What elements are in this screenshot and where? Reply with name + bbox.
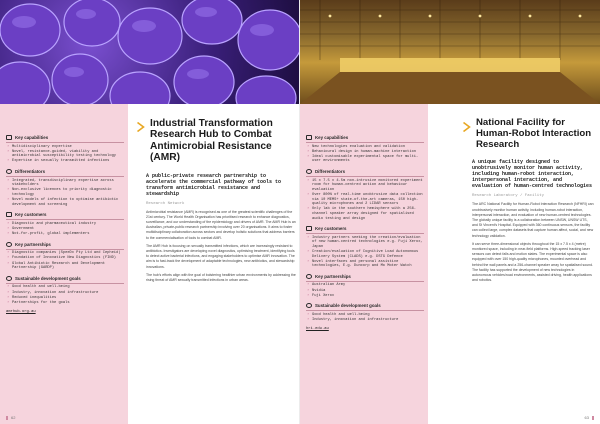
section-key-capabilities [306, 135, 424, 164]
body-text [146, 210, 296, 284]
list-item: › Ideal customisable experimental space for multi-user environments [306, 155, 424, 164]
list-item: › Government [6, 227, 124, 232]
list-item: › Nvidia [306, 289, 424, 294]
bullet-list [6, 251, 124, 271]
bullet-list [306, 145, 424, 165]
capabilities-icon [6, 135, 12, 140]
lead-paragraph: A public-private research partnership to accelerate the commercial pathway of tools to transform antimicrobial resistance and stewardship [146, 172, 282, 197]
list-item: › Australian Army [306, 283, 424, 288]
section-key-customers [306, 226, 424, 269]
section-key-partnerships [306, 274, 424, 298]
list-item: › Behavioural design in human-machine interaction [306, 150, 424, 155]
chevron-right-icon [136, 122, 145, 132]
page-title: National Facility for Human-Robot Interaction Research [476, 117, 592, 150]
list-item: › Industry partners seeking the creation/evaluation of new human-centred technologies e.g. Fuji Xerox, Japan [306, 236, 424, 250]
section-differentiators [6, 169, 124, 207]
divider [6, 142, 124, 143]
network-label: Research Laboratory / Facility [472, 194, 545, 199]
bullet-list [6, 179, 124, 208]
network-label: Research Network [146, 201, 185, 206]
list-item: › Integrated, transdisciplinary expertise across stakeholders [6, 179, 124, 188]
customers-icon [306, 226, 312, 231]
page-marker-icon [592, 416, 594, 420]
differentiators-icon [306, 169, 312, 174]
body-paragraph: The hub's efforts align with the goal of bolstering healthier urban environments by addressing the rising threat of AMR sexually transmitted infections in urban areas. [146, 272, 296, 283]
list-item: › Industry, innovation and infrastructure [306, 318, 424, 323]
body-paragraph: It can serve three-dimensional objects throughout the 15 x 7.5 x 4 (metre) monitored space, including in near-field platforms. High-speed tracking laser sensors can detect falls and motion states. The experimental space is also equipped with over 150 high-quality microphones, mounted overhead and behind the wall panels and a 256-channel speaker array for spatialised sound. The facility has supported the development of new technologies in autonomous vehicles/road environments, assisted driving, health applications and robotics. [472, 241, 594, 283]
section-sdgs [6, 276, 124, 306]
customers-icon [6, 212, 12, 217]
body-paragraph: The ARC National Facility for Human-Robot Interaction Research (NFHRI) can unobtrusively monitor human activity, including human-robot interaction, interpersonal interaction, and evaluation of new human-centred technologies. The globally unique facility is a collaboration between UNSW, UNSW UTS, and St Vincent's Hospital. Equipped with 360 continuous sensors, the facility can collect large, complex datasets that capture human affect, social, and new technology validation. [472, 202, 594, 238]
bullet-list [306, 283, 424, 298]
divider [306, 176, 424, 177]
bullet-list [6, 145, 124, 165]
list-item: › Good health and well-being [306, 313, 424, 318]
section-title: Key capabilities [15, 135, 49, 140]
left-main-content [136, 118, 296, 286]
globe-icon [6, 276, 12, 281]
list-item: › Novel, resistance-guided, viability and antimicrobial susceptibility testing technology [6, 150, 124, 159]
list-item: › Novel interfaces and personal assistive technologies, E.g. Duncorp and Mo Moter Watch [306, 260, 424, 269]
left-sidebar [6, 130, 124, 314]
page-marker-icon [6, 416, 8, 420]
right-page [300, 0, 600, 424]
list-item: › Only lab in the southern hemisphere with a 256-channel speaker array designed for spatialised audio testing and design [306, 207, 424, 221]
section-title: Differentiators [315, 169, 346, 175]
list-item: › Over 800% of real-time unobtrusive data collection via 10 MEMS+ state-of-the-art cameras, 150 high-quality microphones and 2 LIDAR sensors [306, 193, 424, 207]
partnerships-icon [6, 242, 12, 247]
bullet-list [6, 222, 124, 237]
section-key-customers [6, 212, 124, 236]
section-title: Differentiators [15, 169, 46, 175]
list-item: › Partnerships for the goals [6, 301, 124, 306]
list-item: › 15 x 7.5 x 4.5m non-intrusive monitored experiment room for human-centred action and behaviour evaluation [306, 179, 424, 193]
list-item: › Good health and well-being [6, 285, 124, 290]
partnerships-icon [306, 274, 312, 279]
divider [306, 281, 424, 282]
body-paragraph: Antimicrobial resistance (AMR) is recognised as one of the greatest scientific challenges of the 21st century. The World Health Organisation has prioritised research to enhance diagnostics, surveillance, and our understanding of the epidemiology and drivers of AMR. The AMR Hub is an Australian, private-public research partnership involving over 20 organisations. It aims to foster multidisciplinary collaboration across sectors and develop holistic solutions that address barriers to the commercialisation of tools to combat AMR. [146, 209, 296, 240]
lead-paragraph: A unique facility designed to unobtrusively monitor human activity, including human-robot interaction, interpersonal interaction, and evaluation of human-centred technologies [472, 159, 593, 190]
website-link[interactable]: amrhub.org.au [6, 309, 36, 314]
section-key-capabilities [6, 135, 124, 164]
divider [6, 283, 124, 284]
list-item: › Creation/evaluation of Cognitive Load Autonomous Delivery System (CLADS) e.g. DSTG Defence [306, 250, 424, 259]
list-item: › Novel models of infection to optimise antibiotic development and screening [6, 198, 124, 207]
divider [306, 233, 424, 234]
list-item: › New technologies evaluation and validation [306, 145, 424, 150]
section-key-partnerships [6, 242, 124, 271]
list-item: › Diagnostic and pharmaceutical industry [6, 222, 124, 227]
right-sidebar [306, 130, 424, 331]
bacteria-illustration [0, 0, 300, 104]
bullet-list [306, 236, 424, 269]
list-item: › Expertise in sexually transmitted infections [6, 159, 124, 164]
page-number: 63 [585, 415, 594, 420]
chevron-right-icon [462, 122, 471, 132]
divider [6, 219, 124, 220]
capabilities-icon [306, 135, 312, 140]
page-title: Industrial Transformation Research Hub to Combat Antimicrobial Resistance (AMR) [150, 118, 273, 164]
divider [6, 249, 124, 250]
section-title: Key capabilities [315, 135, 349, 140]
body-text [472, 202, 594, 283]
bacteria-photo [0, 0, 300, 104]
bullet-list [306, 313, 424, 323]
list-item: › Fuji Xerox [306, 294, 424, 299]
page-number: 62 [6, 415, 15, 420]
section-title: Key customers [15, 212, 47, 218]
list-item: › Multidisciplinary expertise [6, 145, 124, 150]
bullet-list [306, 179, 424, 222]
differentiators-icon [6, 169, 12, 174]
list-item: › Global Antibiotic Research and Development Partnership (GARDP) [6, 262, 124, 271]
list-item: › Reduced inequalities [6, 296, 124, 301]
globe-icon [306, 303, 312, 308]
section-title: Key partnerships [15, 241, 51, 247]
section-sdgs [306, 303, 424, 322]
section-title: Key partnerships [315, 273, 351, 279]
list-item: › Diagnostic companies (SpeeDx Pty Ltd and Cepheid) [6, 251, 124, 256]
list-item: › Non-exclusive licences to priority diagnostic technology [6, 188, 124, 197]
list-item: › Industry, innovation and infrastructure [6, 291, 124, 296]
section-title: Sustainable development goals [315, 303, 381, 309]
right-main-content [462, 118, 594, 286]
divider [306, 142, 424, 143]
body-paragraph: The AMR Hub is focusing on sexually transmitted infections, which are increasingly resistant to antibiotics. Investigators are developing novel diagnostics, optimising treatment, identifying tools to detect active bacterial infections, and engaging stakeholders to optimise AMR innovation. The aim is to fast-track the development of adaptable technologies, new antibiotics, and stewardship innovations. [146, 243, 295, 269]
website-link[interactable]: hri.edu.au [306, 326, 329, 331]
section-title: Key customers [315, 226, 347, 232]
list-item: › Foundation of Innovative New Diagnostics (FIND) [6, 256, 124, 261]
section-title: Sustainable development goals [15, 275, 81, 281]
section-differentiators [306, 169, 424, 221]
divider [306, 310, 424, 311]
list-item: › Not-for-profit, global implementers [6, 232, 124, 237]
bullet-list [6, 285, 124, 305]
lab-illustration [300, 0, 600, 104]
divider [6, 176, 124, 177]
lab-photo [300, 0, 600, 104]
